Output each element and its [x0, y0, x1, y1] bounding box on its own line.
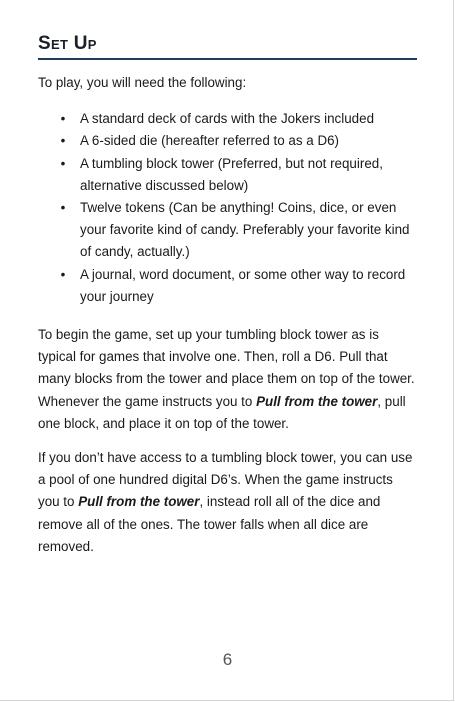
list-item: [38, 130, 416, 152]
paragraph-text: To begin the game, set up your tumbling block tower as is typical for games that involve one. Then, roll a D6. Pull that many blocks from the tower and place them on top of the tower. Whenever the game instructs you to: [38, 327, 415, 409]
paragraph-tower-setup: [38, 324, 416, 435]
list-item: [38, 197, 416, 264]
bullet-icon: •: [60, 133, 66, 149]
list-item-text: A journal, word document, or some other way to record your journey: [80, 266, 406, 304]
bullet-icon: •: [60, 200, 66, 216]
emphasis-text: Pull from the tower: [256, 393, 378, 409]
list-item: [38, 108, 416, 130]
list-item-text: Twelve tokens (Can be anything! Coins, dice, or even your favorite kind of candy. Preferably your favorite kind of candy, actually.): [80, 200, 410, 260]
paragraph-text: , pull one block, and place it on top of the tower.: [38, 393, 406, 431]
intro-text: To play, you will need the following:: [38, 75, 247, 90]
list-item-text: A tumbling block tower (Preferred, but not required, alternative discussed below): [80, 155, 383, 193]
list-item: [38, 264, 416, 308]
heading-underline: [38, 58, 417, 60]
paragraph-text: , instead roll all of the dice and remove all of the ones. The tower falls when all dice are removed.: [38, 494, 381, 554]
section-heading: Set Up: [38, 33, 97, 54]
emphasis-text: Pull from the tower: [78, 494, 200, 510]
bullet-icon: •: [60, 155, 66, 171]
list-item: [38, 153, 416, 197]
list-item-text: A standard deck of cards with the Jokers included: [80, 111, 375, 127]
paragraph-text: If you don’t have access to a tumbling block tower, you can use a pool of one hundred digital D6’s. When the game instructs you to: [38, 450, 413, 510]
list-item-text: A 6-sided die (hereafter referred to as a D6): [80, 133, 340, 149]
paragraph-tower-alternative: [38, 447, 416, 558]
bullet-icon: •: [60, 266, 66, 282]
page-content: [38, 72, 416, 570]
requirements-list: [38, 108, 416, 308]
page-number: 6: [222, 650, 233, 669]
bullet-icon: •: [60, 111, 66, 127]
